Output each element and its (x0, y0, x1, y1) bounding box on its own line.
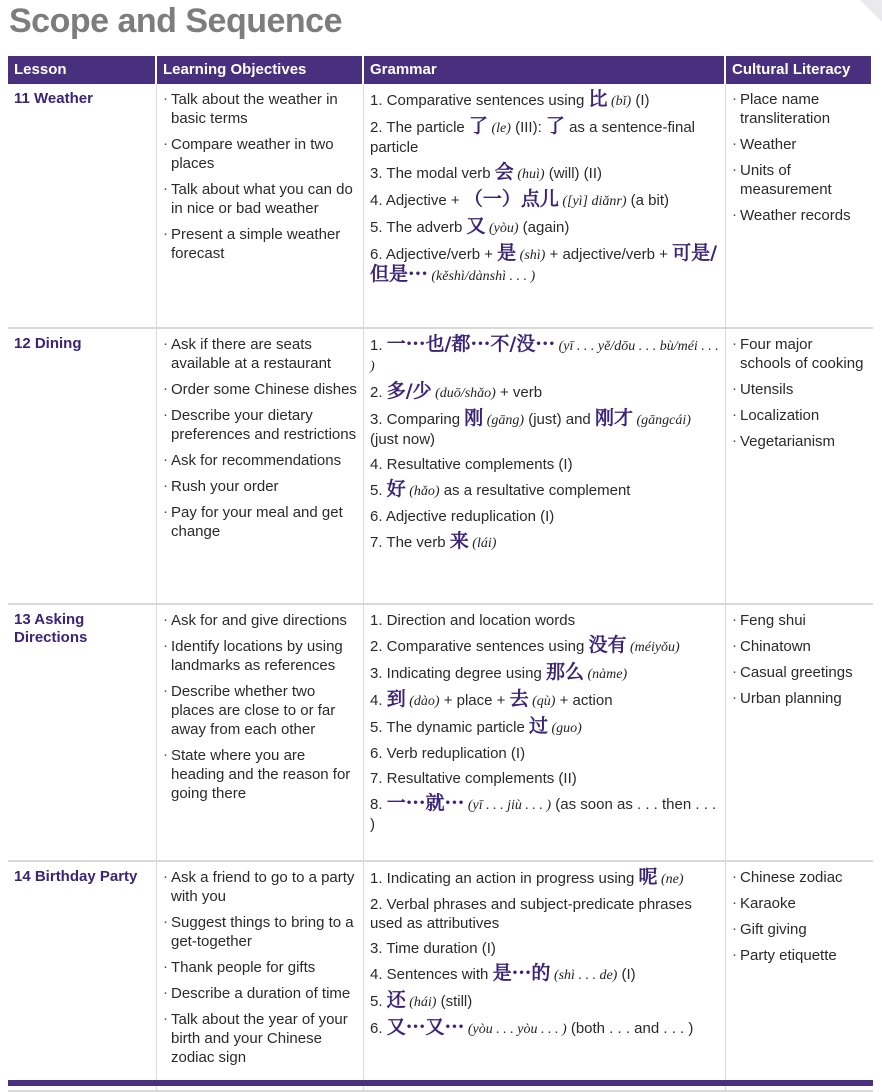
grammar-item (370, 335, 719, 376)
objectives-list (163, 90, 357, 263)
grammar-text: 7. Resultative complements (II) (370, 770, 577, 787)
pinyin-text: (duō/shǎo) (431, 386, 496, 401)
pinyin-text: (méiyǒu) (626, 640, 680, 655)
grammar-text: 4. (370, 692, 387, 709)
culture-list (732, 335, 867, 451)
grammar-text: 6. (370, 1020, 387, 1037)
culture-cell (726, 84, 873, 329)
grammar-text: 4. Adjective + (370, 192, 464, 209)
page-curl-decoration (860, 0, 882, 22)
grammar-text: 2. Comparative sentences using (370, 638, 589, 655)
grammar-text: 4. Sentences with (370, 966, 493, 983)
culture-cell (726, 862, 873, 1092)
hanzi-text: 又···又··· (386, 1016, 465, 1038)
header-lesson: Lesson (8, 56, 157, 84)
objective-item: · Order some Chinese dishes (163, 380, 357, 399)
grammar-text: 6. Adjective reduplication (I) (370, 508, 555, 525)
grammar-text: 3. The modal verb (370, 165, 495, 182)
objective-item: · State where you are heading and the reason for going there (163, 746, 357, 803)
pinyin-text: (nàme) (583, 667, 628, 682)
pinyin-text: (bǐ) (607, 94, 632, 109)
objective-item: · Describe your dietary preferences and restrictions (163, 406, 357, 444)
hanzi-text: 来 (449, 530, 469, 552)
hanzi-text: 还 (386, 989, 406, 1011)
hanzi-text: 一···也/都···不/没··· (386, 333, 556, 355)
objectives-list (163, 335, 357, 541)
pinyin-text: (qù) (528, 694, 556, 709)
grammar-item (370, 1018, 719, 1039)
grammar-item (370, 244, 719, 286)
grammar-text: (III): (510, 119, 546, 136)
pinyin-text: (yī . . . jiù . . . ) (464, 798, 552, 813)
pinyin-text: (yī . . . yě/dōu . . . bù/méi . . . ) (370, 339, 719, 374)
pinyin-text: (hǎo) (405, 484, 440, 499)
objective-item: · Identify locations by using landmarks as references (163, 637, 357, 675)
grammar-item (370, 507, 719, 526)
objective-item: · Suggest things to bring to a get-together (163, 913, 357, 951)
grammar-item (370, 409, 719, 449)
pinyin-text: (gāngcái) (632, 413, 691, 428)
objective-item: · Talk about the year of your birth and your Chinese zodiac sign (163, 1010, 357, 1067)
grammar-item (370, 163, 719, 184)
hanzi-text: （一）点儿 (463, 188, 559, 210)
grammar-item (370, 636, 719, 657)
header-objectives: Learning Objectives (157, 56, 364, 84)
grammar-text: 6. Verb reduplication (I) (370, 745, 526, 762)
grammar-text: (I) (631, 92, 650, 109)
pinyin-text: (gāng) (483, 413, 525, 428)
hanzi-text: 到 (386, 688, 406, 710)
pinyin-text: (guo) (547, 721, 582, 736)
table-bottom-bar (8, 1080, 873, 1086)
grammar-text: (a bit) (626, 192, 670, 209)
grammar-text: 1. Indicating an action in progress using (370, 870, 639, 887)
objective-item: · Talk about what you can do in nice or bad weather (163, 180, 357, 218)
grammar-item (370, 991, 719, 1012)
grammar-text: (will) (II) (544, 165, 603, 182)
grammar-text: 1. Comparative sentences using (370, 92, 589, 109)
grammar-item (370, 744, 719, 763)
lesson-name: 11 Weather (8, 84, 157, 329)
grammar-item (370, 190, 719, 211)
pinyin-text: (shì . . . de) (550, 968, 618, 983)
grammar-list (370, 611, 719, 834)
hanzi-text: 了 (468, 115, 488, 137)
culture-list (732, 611, 867, 708)
hanzi-text: 会 (494, 161, 514, 183)
header-culture: Cultural Literacy (726, 56, 873, 84)
grammar-text: (I) (617, 966, 636, 983)
objective-item: · Compare weather in two places (163, 135, 357, 173)
culture-item: · Urban planning (732, 689, 867, 708)
culture-item: · Chinatown (732, 637, 867, 656)
grammar-text: 5. (370, 993, 387, 1010)
grammar-text: + place + (439, 692, 510, 709)
grammar-item (370, 939, 719, 958)
culture-list (732, 868, 867, 965)
grammar-text: 7. The verb (370, 534, 450, 551)
culture-item: · Gift giving (732, 920, 867, 939)
grammar-item (370, 663, 719, 684)
grammar-item (370, 964, 719, 985)
objectives-cell (157, 605, 364, 862)
grammar-text: 3. Time duration (I) (370, 940, 496, 957)
grammar-text: 1. Direction and location words (370, 612, 576, 629)
objective-item: · Ask if there are seats available at a restaurant (163, 335, 357, 373)
culture-item: · Karaoke (732, 894, 867, 913)
hanzi-text: 过 (528, 715, 548, 737)
grammar-text: 8. (370, 796, 387, 813)
grammar-text: 4. Resultative complements (I) (370, 456, 573, 473)
lesson-name: 12 Dining (8, 329, 157, 605)
grammar-item (370, 868, 719, 889)
culture-item: · Vegetarianism (732, 432, 867, 451)
culture-item: · Party etiquette (732, 946, 867, 965)
grammar-item (370, 382, 719, 403)
pinyin-text: ([yì] diǎnr) (558, 194, 627, 209)
grammar-list (370, 335, 719, 553)
grammar-text: 1. (370, 337, 387, 354)
pinyin-text: (yòu . . . yòu . . . ) (464, 1022, 567, 1037)
grammar-item (370, 690, 719, 711)
grammar-item (370, 611, 719, 630)
objectives-list (163, 611, 357, 803)
grammar-text: 2. The particle (370, 119, 469, 136)
lesson-name: 14 Birthday Party (8, 862, 157, 1092)
hanzi-text: 了 (545, 115, 565, 137)
grammar-text: 3. Indicating degree using (370, 665, 546, 682)
grammar-text: 5. The adverb (370, 219, 467, 236)
hanzi-text: 呢 (638, 866, 658, 888)
culture-item: · Weather records (732, 206, 867, 225)
hanzi-text: 是 (497, 242, 517, 264)
scope-sequence-table (8, 56, 873, 1092)
hanzi-text: 又 (466, 215, 486, 237)
hanzi-text: 一···就··· (386, 792, 465, 814)
pinyin-text: (kěshì/dànshì . . . ) (427, 269, 536, 284)
hanzi-text: 好 (386, 478, 406, 500)
pinyin-text: (huì) (513, 167, 545, 182)
grammar-item (370, 717, 719, 738)
objective-item: · Rush your order (163, 477, 357, 496)
pinyin-text: (shì) (516, 248, 546, 263)
culture-list (732, 90, 867, 225)
grammar-item (370, 895, 719, 933)
objective-item: · Describe whether two places are close to or far away from each other (163, 682, 357, 739)
grammar-text: (still) (436, 993, 473, 1010)
grammar-item (370, 117, 719, 157)
culture-cell (726, 605, 873, 862)
grammar-text: (again) (518, 219, 570, 236)
pinyin-text: (le) (487, 121, 511, 136)
grammar-cell (364, 84, 726, 329)
objective-item: · Ask for and give directions (163, 611, 357, 630)
culture-item: · Weather (732, 135, 867, 154)
grammar-item (370, 90, 719, 111)
grammar-text: as a sentence-final particle (370, 119, 695, 156)
grammar-text: (as soon as . . . then . . . ) (370, 796, 717, 833)
grammar-cell (364, 862, 726, 1092)
objectives-cell (157, 329, 364, 605)
grammar-list (370, 90, 719, 286)
objective-item: · Ask a friend to go to a party with you (163, 868, 357, 906)
objective-item: · Talk about the weather in basic terms (163, 90, 357, 128)
grammar-item (370, 794, 719, 834)
grammar-text: + verb (495, 384, 543, 401)
grammar-text: 5. (370, 482, 387, 499)
grammar-item (370, 455, 719, 474)
culture-item: · Chinese zodiac (732, 868, 867, 887)
pinyin-text: (lái) (468, 536, 497, 551)
culture-item: · Utensils (732, 380, 867, 399)
grammar-text: + adjective/verb + (545, 246, 673, 263)
grammar-text: 2. (370, 384, 387, 401)
objectives-list (163, 868, 357, 1067)
grammar-item (370, 532, 719, 553)
grammar-cell (364, 329, 726, 605)
grammar-text: + action (555, 692, 613, 709)
grammar-text: (just) and (524, 411, 595, 428)
grammar-text: 5. The dynamic particle (370, 719, 529, 736)
objective-item: · Ask for recommendations (163, 451, 357, 470)
hanzi-text: 刚 (464, 407, 484, 429)
culture-item: · Localization (732, 406, 867, 425)
hanzi-text: 去 (509, 688, 529, 710)
pinyin-text: (ne) (657, 872, 684, 887)
grammar-text: 3. Comparing (370, 411, 465, 428)
hanzi-text: 比 (588, 88, 608, 110)
culture-item: · Units of measurement (732, 161, 867, 199)
grammar-text: (both . . . and . . . ) (566, 1020, 694, 1037)
culture-item: · Four major schools of cooking (732, 335, 867, 373)
grammar-text: 6. Adjective/verb + (370, 246, 498, 263)
culture-item: · Place name transliteration (732, 90, 867, 128)
hanzi-text: 可是/但是··· (370, 242, 718, 285)
grammar-text: 2. Verbal phrases and subject-predicate phrases used as attributives (370, 896, 692, 932)
grammar-item (370, 480, 719, 501)
objectives-cell (157, 84, 364, 329)
grammar-cell (364, 605, 726, 862)
culture-item: · Feng shui (732, 611, 867, 630)
hanzi-text: 多/少 (386, 380, 432, 402)
hanzi-text: 那么 (545, 661, 584, 683)
hanzi-text: 没有 (588, 634, 627, 656)
hanzi-text: 是···的 (492, 962, 551, 984)
pinyin-text: (hái) (405, 995, 437, 1010)
grammar-item (370, 769, 719, 788)
grammar-text: as a resultative complement (439, 482, 631, 499)
objective-item: · Describe a duration of time (163, 984, 357, 1003)
culture-item: · Casual greetings (732, 663, 867, 682)
objectives-cell (157, 862, 364, 1092)
lesson-name: 13 Asking Directions (8, 605, 157, 862)
hanzi-text: 刚才 (594, 407, 633, 429)
objective-item: · Present a simple weather forecast (163, 225, 357, 263)
culture-cell (726, 329, 873, 605)
grammar-text: (just now) (370, 431, 436, 448)
pinyin-text: (dào) (405, 694, 440, 709)
grammar-list (370, 868, 719, 1039)
header-grammar: Grammar (364, 56, 726, 84)
grammar-item (370, 217, 719, 238)
page-title: Scope and Sequence (9, 2, 342, 40)
objective-item: · Thank people for gifts (163, 958, 357, 977)
objective-item: · Pay for your meal and get change (163, 503, 357, 541)
pinyin-text: (yòu) (485, 221, 519, 236)
